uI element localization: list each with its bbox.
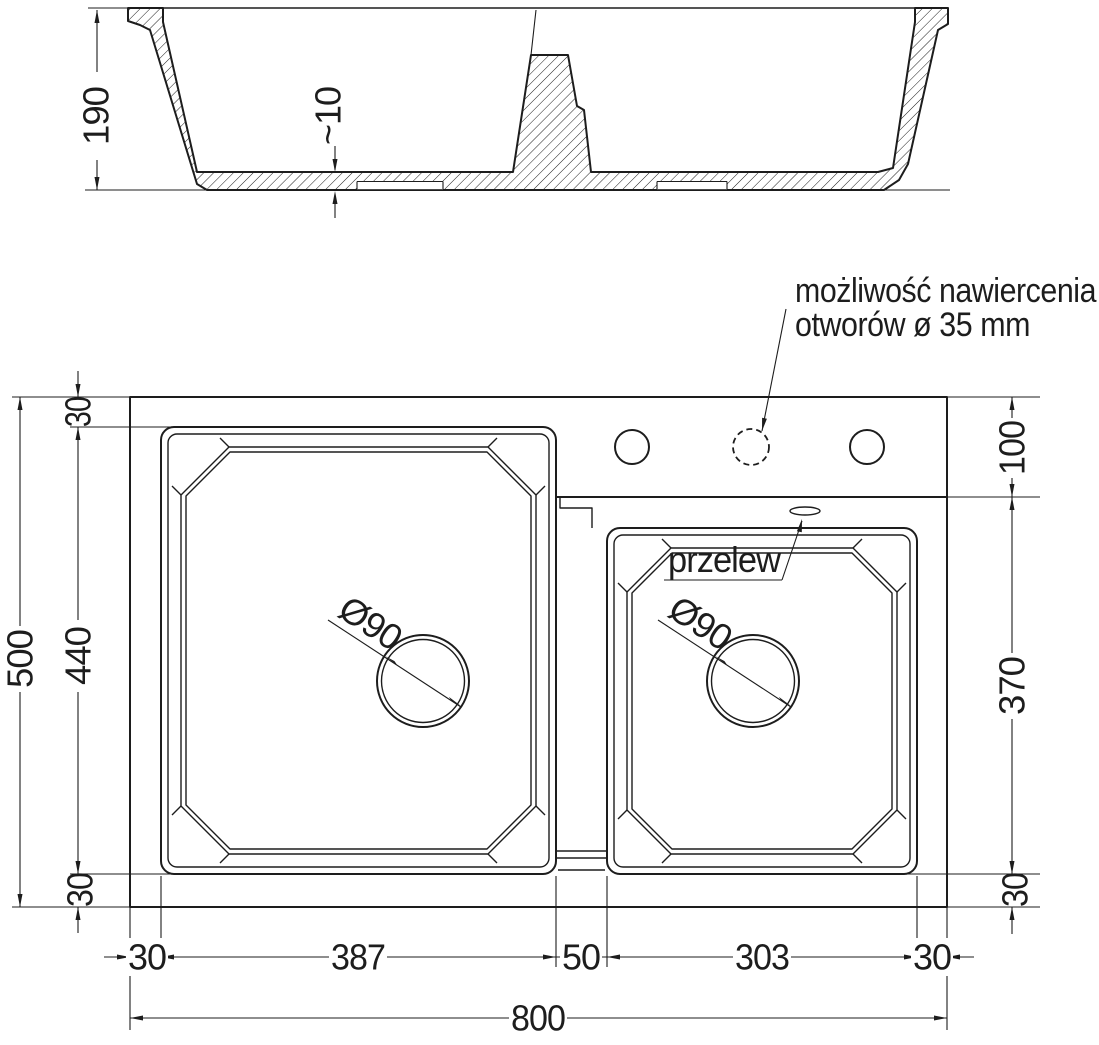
section-divider-step-line bbox=[531, 10, 536, 55]
dim-overall-width-label: 800 bbox=[511, 997, 565, 1039]
dim-top-margin-label: 30 bbox=[57, 388, 99, 427]
section-body-outline bbox=[128, 8, 948, 190]
drill-note bbox=[762, 272, 1097, 431]
dim-gap-label: 50 bbox=[562, 936, 600, 978]
deck-step bbox=[556, 497, 947, 528]
dim-depth-label: 190 bbox=[75, 87, 117, 145]
top-view bbox=[0, 272, 1097, 1039]
dim-right-bowl-depth bbox=[992, 497, 1033, 874]
dim-left-margin-label: 30 bbox=[128, 936, 166, 978]
dim-floor-thickness bbox=[308, 87, 349, 218]
dim-right-margin-label: 30 bbox=[913, 936, 951, 978]
left-bowl-corner-bevels bbox=[172, 438, 545, 863]
dim-overall-depth bbox=[0, 397, 41, 907]
dim-faucet-deck-label: 100 bbox=[991, 417, 1033, 475]
overflow-slot bbox=[790, 507, 820, 515]
dim-faucet-deck bbox=[992, 397, 1033, 497]
left-bowl bbox=[161, 427, 556, 874]
dim-overall-depth-label: 500 bbox=[0, 630, 41, 688]
dim-bottom-margin-left bbox=[59, 868, 101, 933]
dim-drain-left bbox=[328, 587, 461, 707]
tap-hole-right bbox=[850, 430, 884, 464]
drain-recess-left bbox=[357, 182, 443, 190]
overflow-label: przelew bbox=[668, 539, 782, 580]
dim-bottom-margin-right bbox=[994, 868, 1036, 934]
drill-note-line2: otworów ø 35 mm bbox=[795, 306, 1030, 344]
dim-bottom-margin-right-label: 30 bbox=[994, 868, 1036, 907]
dim-left-bowl-width-label: 387 bbox=[331, 936, 385, 978]
dim-depth-190 bbox=[76, 8, 129, 190]
dim-left-bowl-depth-label: 440 bbox=[57, 627, 99, 685]
dim-right-bowl-width-label: 303 bbox=[735, 936, 789, 978]
dim-bottom-margin-left-label: 30 bbox=[59, 868, 101, 907]
divider-ledge bbox=[556, 851, 607, 870]
dim-drain-right bbox=[658, 587, 791, 707]
tap-hole-left bbox=[615, 430, 649, 464]
dim-floor-thickness-label: ~10 bbox=[307, 86, 349, 145]
drain-left-inner bbox=[382, 640, 465, 723]
dim-drain-right-label: Ø90 bbox=[661, 587, 739, 658]
tap-hole-optional-dashed bbox=[733, 429, 769, 465]
right-bowl-corner-bevels bbox=[618, 539, 906, 863]
drill-note-line1: możliwość nawiercenia bbox=[795, 272, 1097, 310]
drain-recess-right bbox=[657, 182, 727, 190]
dim-bottom-chain bbox=[104, 937, 974, 978]
dim-left-bowl-depth bbox=[58, 427, 99, 874]
cross-section-view bbox=[76, 8, 951, 218]
dim-overall-width bbox=[130, 998, 947, 1039]
dim-right-bowl-depth-label: 370 bbox=[991, 657, 1033, 715]
sink-outer-edge bbox=[130, 397, 947, 907]
dim-top-margin bbox=[58, 371, 99, 427]
drain-right-inner bbox=[712, 640, 795, 723]
dim-drain-left-label: Ø90 bbox=[331, 587, 409, 658]
